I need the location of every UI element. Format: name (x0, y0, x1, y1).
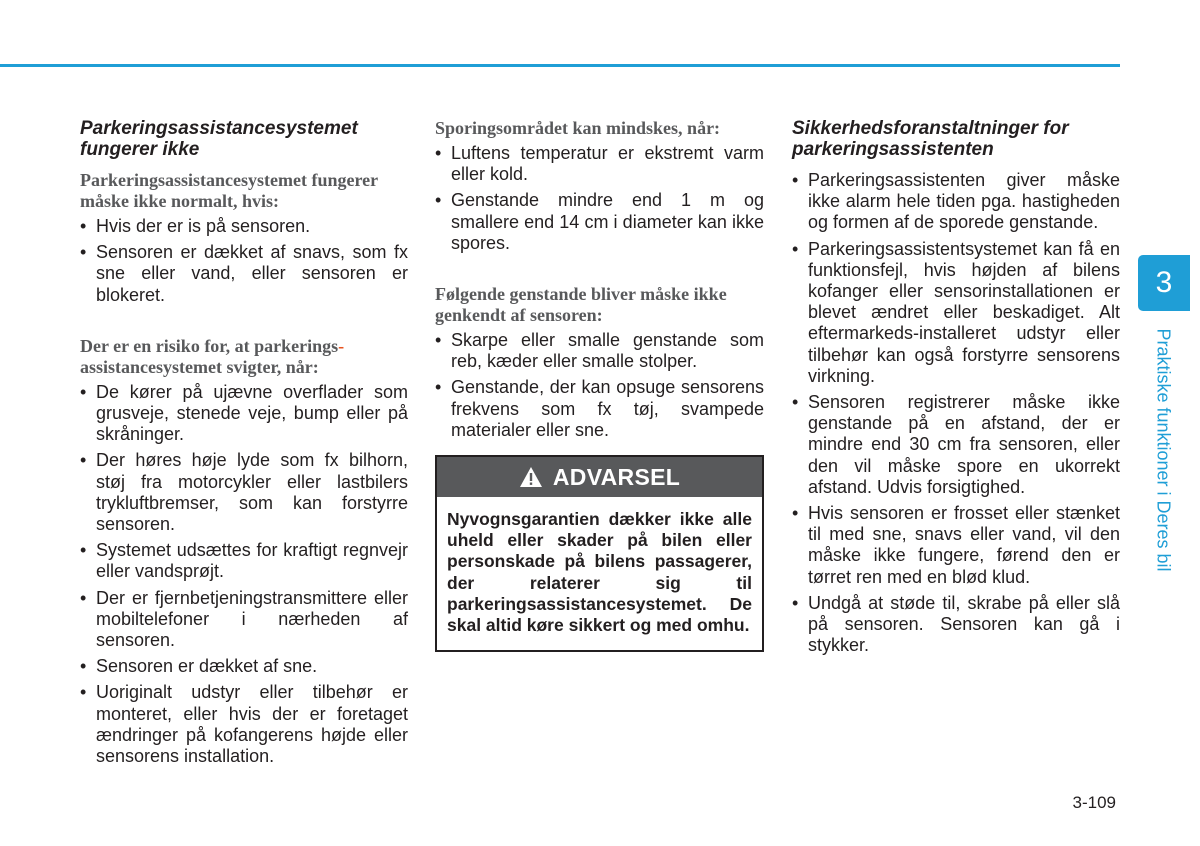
bullet-icon: • (80, 656, 87, 677)
list-item: • Sensoren registrerer måske ikke genstande på en afstand, der er mindre end 30 cm fra sensoren, eller den vil måske spore en ukorrekt afstand. Udvis forsigtighed. (792, 392, 1120, 497)
page-number: 3-109 (1072, 793, 1116, 812)
bullet-icon: • (80, 682, 87, 703)
bullet-icon: • (80, 381, 87, 402)
warning-box (435, 455, 764, 652)
chapter-title: Praktiske funktioner i Deres bil (1153, 328, 1174, 572)
bullet-icon: • (435, 143, 442, 163)
bullet-icon: • (792, 238, 799, 259)
column-2 (435, 118, 764, 652)
warning-body: Nyvognsgarantien dækker ikke alle uheld eller skader på bilen eller personskade på bilens passagerer, der relaterer sig til parkeringsassistancesystemet. De skal altid køre sikkert og med omhu. (447, 509, 752, 636)
list-item: • Sensoren er dækket af sne. (80, 656, 318, 677)
bullet-icon: • (80, 540, 87, 561)
bullet-icon: • (80, 587, 87, 608)
list-item: • Skarpe eller smalle genstande som reb, kæder eller smalle stolper. (435, 330, 764, 372)
chapter-number-tab: 3 (1138, 255, 1190, 311)
list-item: • Hvis der er is på sensoren. (80, 216, 311, 236)
list-precautions (792, 170, 1120, 656)
list-detection-range (435, 143, 764, 254)
list-item: • Genstande, der kan opsuge sensorens frekvens som fx tøj, svampede materialer eller sne. (435, 377, 764, 440)
column-3 (792, 118, 1120, 661)
warning-header (437, 457, 762, 497)
list-item: • Parkeringsassistentsystemet kan få en funktionsfejl, hvis højden af bilens kofanger eller sensorinstallationen er blevet ændret eller beskadiget. Alt eftermarkeds-installeret udstyr eller tilbehør kan også forstyrre sensorens virkning. (792, 238, 1120, 386)
list-item: • Der er fjernbetjeningstransmittere eller mobiltelefoner i nærheden af sensoren. (80, 587, 408, 651)
section-heading-not-working: Parkeringsassistancesystemet fungerer ikke (80, 118, 358, 160)
list-may-not-work (80, 216, 408, 306)
bullet-icon: • (792, 392, 799, 413)
bullet-icon: • (435, 190, 442, 211)
subheading-detection-range: Sporingsområdet kan mindskes, når: (435, 118, 721, 138)
list-item: • De kører på ujævne overflader som grusveje, stenede veje, bump eller på skråninger. (80, 381, 408, 445)
list-not-recognized (435, 330, 764, 441)
subheading-risk-of-failure: Der er en risiko for, at parkerings- assistancesystemet svigter, når: (80, 335, 345, 377)
bullet-icon: • (792, 170, 799, 190)
bullet-icon: • (80, 450, 87, 471)
list-item: • Genstande mindre end 1 m og smallere end 14 cm i diameter kan ikke spores. (435, 190, 764, 253)
list-item: • Parkeringsassistenten giver måske ikke alarm hele tiden pga. hastigheden og formen af de sporede genstande. (792, 170, 1120, 233)
section-heading-precautions: Sikkerhedsforanstaltninger for parkeringsassistenten (792, 118, 1069, 160)
list-item: • Luftens temperatur er ekstremt varm eller kold. (435, 143, 764, 185)
list-item: • Undgå at støde til, skrabe på eller slå på sensoren. Sensoren kan gå i stykker. (792, 592, 1120, 656)
list-item: • Systemet udsættes for kraftigt regnvejr eller vandsprøjt. (80, 540, 408, 582)
list-item: • Hvis sensoren er frosset eller stænket til med sne, snavs eller vand, vil den måske ikke fungere, førend den er tørret ren med en blød klud. (792, 503, 1120, 587)
bullet-icon: • (792, 592, 799, 613)
bullet-icon: • (792, 503, 799, 524)
bullet-icon: • (435, 377, 442, 398)
bullet-icon: • (435, 330, 442, 351)
subheading-not-recognized: Følgende genstande bliver måske ikke genkendt af sensoren: (435, 284, 727, 326)
bullet-icon: • (80, 242, 87, 263)
list-item: • Sensoren er dækket af snavs, som fx sne eller vand, eller sensoren er blokeret. (80, 242, 408, 305)
column-1 (80, 118, 408, 772)
list-item: • Der høres høje lyde som fx bilhorn, støj fra motorcykler eller lastbilers trykluftbremser, som kan forstyrre sensoren. (80, 450, 408, 535)
warning-title: ADVARSEL (552, 463, 681, 490)
list-item: • Uoriginalt udstyr eller tilbehør er monteret, eller hvis der er foretaget ændringer på kofangerens højde eller sensorens installation. (80, 682, 408, 767)
subheading-may-not-work: Parkeringsassistancesystemet fungerer måske ikke normalt, hvis: (80, 170, 378, 211)
bullet-icon: • (80, 216, 87, 236)
warning-triangle-icon (519, 466, 543, 488)
list-risk-of-failure (80, 382, 408, 767)
top-rule (0, 64, 1120, 67)
